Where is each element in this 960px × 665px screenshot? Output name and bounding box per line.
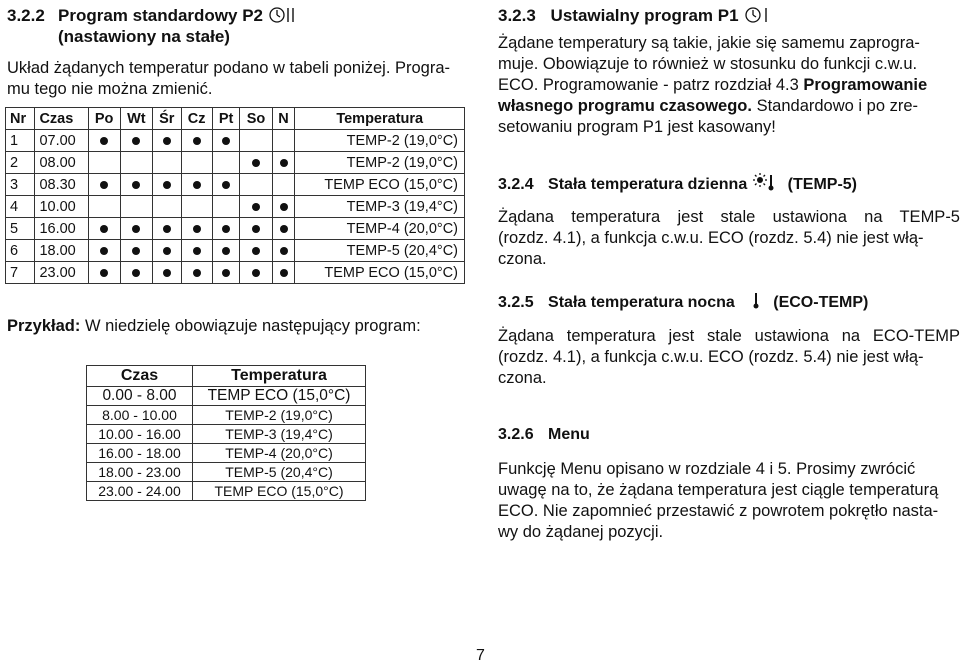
day-cell bbox=[120, 152, 152, 174]
day-cell bbox=[88, 152, 120, 174]
day-cell bbox=[240, 152, 272, 174]
section-3-2-2-title-text: Program standardowy P2 bbox=[58, 6, 264, 25]
day-cell bbox=[88, 196, 120, 218]
day-cell bbox=[88, 130, 120, 152]
s324-line-2: (rozdz. 4.1), a funkcja c.w.u. ECO (rozdz. 5.4) nie jest włą- bbox=[498, 229, 924, 247]
example-row bbox=[87, 444, 366, 463]
table-row bbox=[6, 240, 465, 262]
row-number: 6 bbox=[6, 240, 35, 262]
s325-line-2: (rozdz. 4.1), a funkcja c.w.u. ECO (rozdz. 5.4) nie jest włą- bbox=[498, 348, 924, 366]
active-day-dot-icon bbox=[222, 247, 230, 255]
day-cell bbox=[212, 174, 240, 196]
row-temperature: TEMP ECO (15,0°C) bbox=[295, 174, 465, 196]
table-header-cell: Po bbox=[88, 108, 120, 130]
example-time: 23.00 - 24.00 bbox=[87, 482, 193, 501]
example-time: 18.00 - 23.00 bbox=[87, 463, 193, 482]
day-cell bbox=[120, 196, 152, 218]
day-cell bbox=[88, 240, 120, 262]
example-text: W niedzielę obowiązuje następujący program: bbox=[84, 317, 421, 335]
table-row bbox=[6, 218, 465, 240]
row-number: 5 bbox=[6, 218, 35, 240]
day-cell bbox=[212, 152, 240, 174]
day-cell bbox=[240, 218, 272, 240]
day-cell bbox=[212, 218, 240, 240]
table-header-cell: Cz bbox=[181, 108, 212, 130]
example-line bbox=[7, 316, 421, 337]
day-cell bbox=[212, 240, 240, 262]
active-day-dot-icon bbox=[280, 159, 288, 167]
day-cell bbox=[272, 218, 295, 240]
table-row bbox=[6, 130, 465, 152]
active-day-dot-icon bbox=[222, 181, 230, 189]
example-time: 8.00 - 10.00 bbox=[87, 406, 193, 425]
section-3-2-5-title: Stała temperatura nocna bbox=[548, 294, 735, 311]
row-time: 08.00 bbox=[35, 152, 88, 174]
day-cell bbox=[153, 130, 182, 152]
day-cell bbox=[272, 196, 295, 218]
table-header-cell: Śr bbox=[153, 108, 182, 130]
active-day-dot-icon bbox=[193, 137, 201, 145]
s325-line-3: czona. bbox=[498, 369, 547, 387]
day-cell bbox=[153, 152, 182, 174]
s324-line-1: Żądana temperatura jest stale ustawiona na TEMP-5 bbox=[498, 208, 960, 226]
day-cell bbox=[181, 196, 212, 218]
table-row bbox=[6, 152, 465, 174]
row-temperature: TEMP-5 (20,4°C) bbox=[295, 240, 465, 262]
active-day-dot-icon bbox=[132, 269, 140, 277]
day-cell bbox=[240, 262, 272, 284]
example-label: Przykład: bbox=[7, 317, 81, 335]
active-day-dot-icon bbox=[222, 137, 230, 145]
day-cell bbox=[181, 174, 212, 196]
row-number: 7 bbox=[6, 262, 35, 284]
active-day-dot-icon bbox=[252, 159, 260, 167]
row-number: 4 bbox=[6, 196, 35, 218]
table-row bbox=[6, 174, 465, 196]
intro-line-1: Układ żądanych temperatur podano w tabeli poniżej. Progra- bbox=[7, 59, 451, 77]
clock-p1-icon bbox=[745, 6, 771, 29]
active-day-dot-icon bbox=[100, 225, 108, 233]
day-cell bbox=[212, 262, 240, 284]
s323-line-1: Żądane temperatury są takie, jakie się samemu zaprogra- bbox=[498, 34, 920, 52]
active-day-dot-icon bbox=[280, 247, 288, 255]
active-day-dot-icon bbox=[132, 225, 140, 233]
day-cell bbox=[120, 240, 152, 262]
day-cell bbox=[120, 262, 152, 284]
active-day-dot-icon bbox=[163, 225, 171, 233]
table-row bbox=[6, 196, 465, 218]
day-cell bbox=[181, 152, 212, 174]
day-cell bbox=[153, 262, 182, 284]
row-temperature: TEMP-2 (19,0°C) bbox=[295, 152, 465, 174]
row-temperature: TEMP-2 (19,0°C) bbox=[295, 130, 465, 152]
day-cell bbox=[212, 130, 240, 152]
day-cell bbox=[88, 174, 120, 196]
active-day-dot-icon bbox=[193, 225, 201, 233]
row-time: 10.00 bbox=[35, 196, 88, 218]
page-number: 7 bbox=[476, 647, 485, 664]
example-time: 0.00 - 8.00 bbox=[87, 387, 193, 406]
s323-line-2: muje. Obowiązuje to również w stosunku do funkcji c.w.u. bbox=[498, 55, 918, 73]
active-day-dot-icon bbox=[252, 225, 260, 233]
s323-line-3 bbox=[498, 75, 927, 96]
active-day-dot-icon bbox=[252, 269, 260, 277]
section-3-2-6-heading bbox=[498, 426, 590, 444]
row-number: 3 bbox=[6, 174, 35, 196]
s326-line-3: ECO. Nie zapomnieć przestawić z powrotem pokrętło nasta- bbox=[498, 502, 939, 520]
table-header-cell: So bbox=[240, 108, 272, 130]
section-3-2-5-suffix: (ECO-TEMP) bbox=[773, 294, 869, 311]
section-3-2-3-number: 3.2.3 bbox=[498, 6, 536, 25]
row-number: 1 bbox=[6, 130, 35, 152]
s323-line-4b: Standardowo i po zre- bbox=[751, 97, 918, 115]
section-3-2-2-subtitle: (nastawiony na stałe) bbox=[58, 27, 230, 46]
day-cell bbox=[240, 130, 272, 152]
table-header-cell: N bbox=[272, 108, 295, 130]
row-time: 23.00 bbox=[35, 262, 88, 284]
day-cell bbox=[120, 130, 152, 152]
active-day-dot-icon bbox=[100, 181, 108, 189]
row-number: 2 bbox=[6, 152, 35, 174]
section-3-2-4-number: 3.2.4 bbox=[498, 176, 534, 193]
active-day-dot-icon bbox=[132, 137, 140, 145]
day-cell bbox=[272, 262, 295, 284]
active-day-dot-icon bbox=[163, 181, 171, 189]
day-cell bbox=[212, 196, 240, 218]
table-header-cell: Pt bbox=[212, 108, 240, 130]
example-time: 16.00 - 18.00 bbox=[87, 444, 193, 463]
day-cell bbox=[181, 130, 212, 152]
active-day-dot-icon bbox=[193, 181, 201, 189]
example-temperature: TEMP ECO (15,0°C) bbox=[193, 482, 366, 501]
day-cell bbox=[153, 240, 182, 262]
table-header-row bbox=[6, 108, 465, 130]
example-row bbox=[87, 387, 366, 406]
table-row bbox=[6, 262, 465, 284]
day-cell bbox=[240, 196, 272, 218]
section-3-2-4-title: Stała temperatura dzienna bbox=[548, 176, 748, 193]
example-temperature: TEMP-2 (19,0°C) bbox=[193, 406, 366, 425]
example-row bbox=[87, 463, 366, 482]
example-time: 10.00 - 16.00 bbox=[87, 425, 193, 444]
day-cell bbox=[240, 240, 272, 262]
active-day-dot-icon bbox=[100, 137, 108, 145]
day-cell bbox=[153, 196, 182, 218]
row-temperature: TEMP-4 (20,0°C) bbox=[295, 218, 465, 240]
section-3-2-4-suffix: (TEMP-5) bbox=[787, 176, 857, 193]
s323-line-4 bbox=[498, 96, 918, 117]
active-day-dot-icon bbox=[280, 225, 288, 233]
day-cell bbox=[88, 262, 120, 284]
day-cell bbox=[120, 218, 152, 240]
example-temperature: TEMP ECO (15,0°C) bbox=[193, 387, 366, 406]
s323-line-3b: Programowanie bbox=[803, 76, 928, 94]
sun-thermometer-icon bbox=[753, 172, 775, 197]
active-day-dot-icon bbox=[163, 247, 171, 255]
active-day-dot-icon bbox=[252, 247, 260, 255]
active-day-dot-icon bbox=[163, 137, 171, 145]
section-3-2-2-number: 3.2.2 bbox=[7, 6, 45, 25]
s326-line-2: uwagę na to, że żądana temperatura jest ciągle temperaturą bbox=[498, 481, 939, 499]
row-temperature: TEMP-3 (19,4°C) bbox=[295, 196, 465, 218]
active-day-dot-icon bbox=[163, 269, 171, 277]
row-time: 18.00 bbox=[35, 240, 88, 262]
day-cell bbox=[272, 174, 295, 196]
intro-line-2: mu tego nie można zmienić. bbox=[7, 80, 213, 98]
example-header-row bbox=[87, 366, 366, 387]
section-3-2-3-heading bbox=[498, 6, 771, 29]
clock-p2-icon bbox=[269, 6, 299, 29]
example-header-cell: Czas bbox=[87, 366, 193, 387]
example-program-table bbox=[86, 365, 366, 501]
section-3-2-6-number: 3.2.6 bbox=[498, 426, 534, 443]
s326-line-4: wy do żądanej pozycji. bbox=[498, 523, 664, 541]
moon-thermometer-icon bbox=[741, 290, 761, 315]
example-temperature: TEMP-5 (20,4°C) bbox=[193, 463, 366, 482]
section-3-2-4-heading bbox=[498, 172, 857, 197]
section-3-2-2-title bbox=[58, 6, 299, 29]
active-day-dot-icon bbox=[132, 247, 140, 255]
day-cell bbox=[272, 130, 295, 152]
table-header-cell: Wt bbox=[120, 108, 152, 130]
day-cell bbox=[153, 218, 182, 240]
row-time: 16.00 bbox=[35, 218, 88, 240]
s323-line-3a: ECO. Programowanie - patrz rozdział 4.3 bbox=[498, 76, 804, 94]
section-3-2-5-heading bbox=[498, 290, 868, 315]
active-day-dot-icon bbox=[280, 269, 288, 277]
row-time: 08.30 bbox=[35, 174, 88, 196]
example-header-cell: Temperatura bbox=[193, 366, 366, 387]
section-3-2-5-number: 3.2.5 bbox=[498, 294, 534, 311]
s326-line-1: Funkcję Menu opisano w rozdziale 4 i 5. Prosimy zwrócić bbox=[498, 460, 916, 478]
day-cell bbox=[181, 218, 212, 240]
row-time: 07.00 bbox=[35, 130, 88, 152]
day-cell bbox=[181, 240, 212, 262]
active-day-dot-icon bbox=[193, 247, 201, 255]
day-cell bbox=[120, 174, 152, 196]
row-temperature: TEMP ECO (15,0°C) bbox=[295, 262, 465, 284]
day-cell bbox=[240, 174, 272, 196]
example-temperature: TEMP-3 (19,4°C) bbox=[193, 425, 366, 444]
day-cell bbox=[272, 152, 295, 174]
active-day-dot-icon bbox=[132, 181, 140, 189]
s323-line-4a: własnego programu czasowego. bbox=[498, 97, 752, 115]
section-3-2-6-title: Menu bbox=[548, 426, 590, 443]
section-3-2-3-title: Ustawialny program P1 bbox=[550, 6, 739, 25]
example-row bbox=[87, 482, 366, 501]
active-day-dot-icon bbox=[193, 269, 201, 277]
active-day-dot-icon bbox=[222, 225, 230, 233]
day-cell bbox=[181, 262, 212, 284]
standard-program-table bbox=[5, 107, 465, 284]
day-cell bbox=[272, 240, 295, 262]
table-header-cell: Czas bbox=[35, 108, 88, 130]
active-day-dot-icon bbox=[100, 269, 108, 277]
s323-line-5: setowaniu program P1 jest kasowany! bbox=[498, 118, 776, 136]
s325-line-1: Żądana temperatura jest stale ustawiona na ECO-TEMP bbox=[498, 327, 960, 345]
day-cell bbox=[153, 174, 182, 196]
example-row bbox=[87, 406, 366, 425]
table-header-cell: Nr bbox=[6, 108, 35, 130]
s324-line-3: czona. bbox=[498, 250, 547, 268]
day-cell bbox=[88, 218, 120, 240]
example-row bbox=[87, 425, 366, 444]
active-day-dot-icon bbox=[222, 269, 230, 277]
active-day-dot-icon bbox=[280, 203, 288, 211]
active-day-dot-icon bbox=[252, 203, 260, 211]
table-header-cell: Temperatura bbox=[295, 108, 465, 130]
active-day-dot-icon bbox=[100, 247, 108, 255]
example-temperature: TEMP-4 (20,0°C) bbox=[193, 444, 366, 463]
